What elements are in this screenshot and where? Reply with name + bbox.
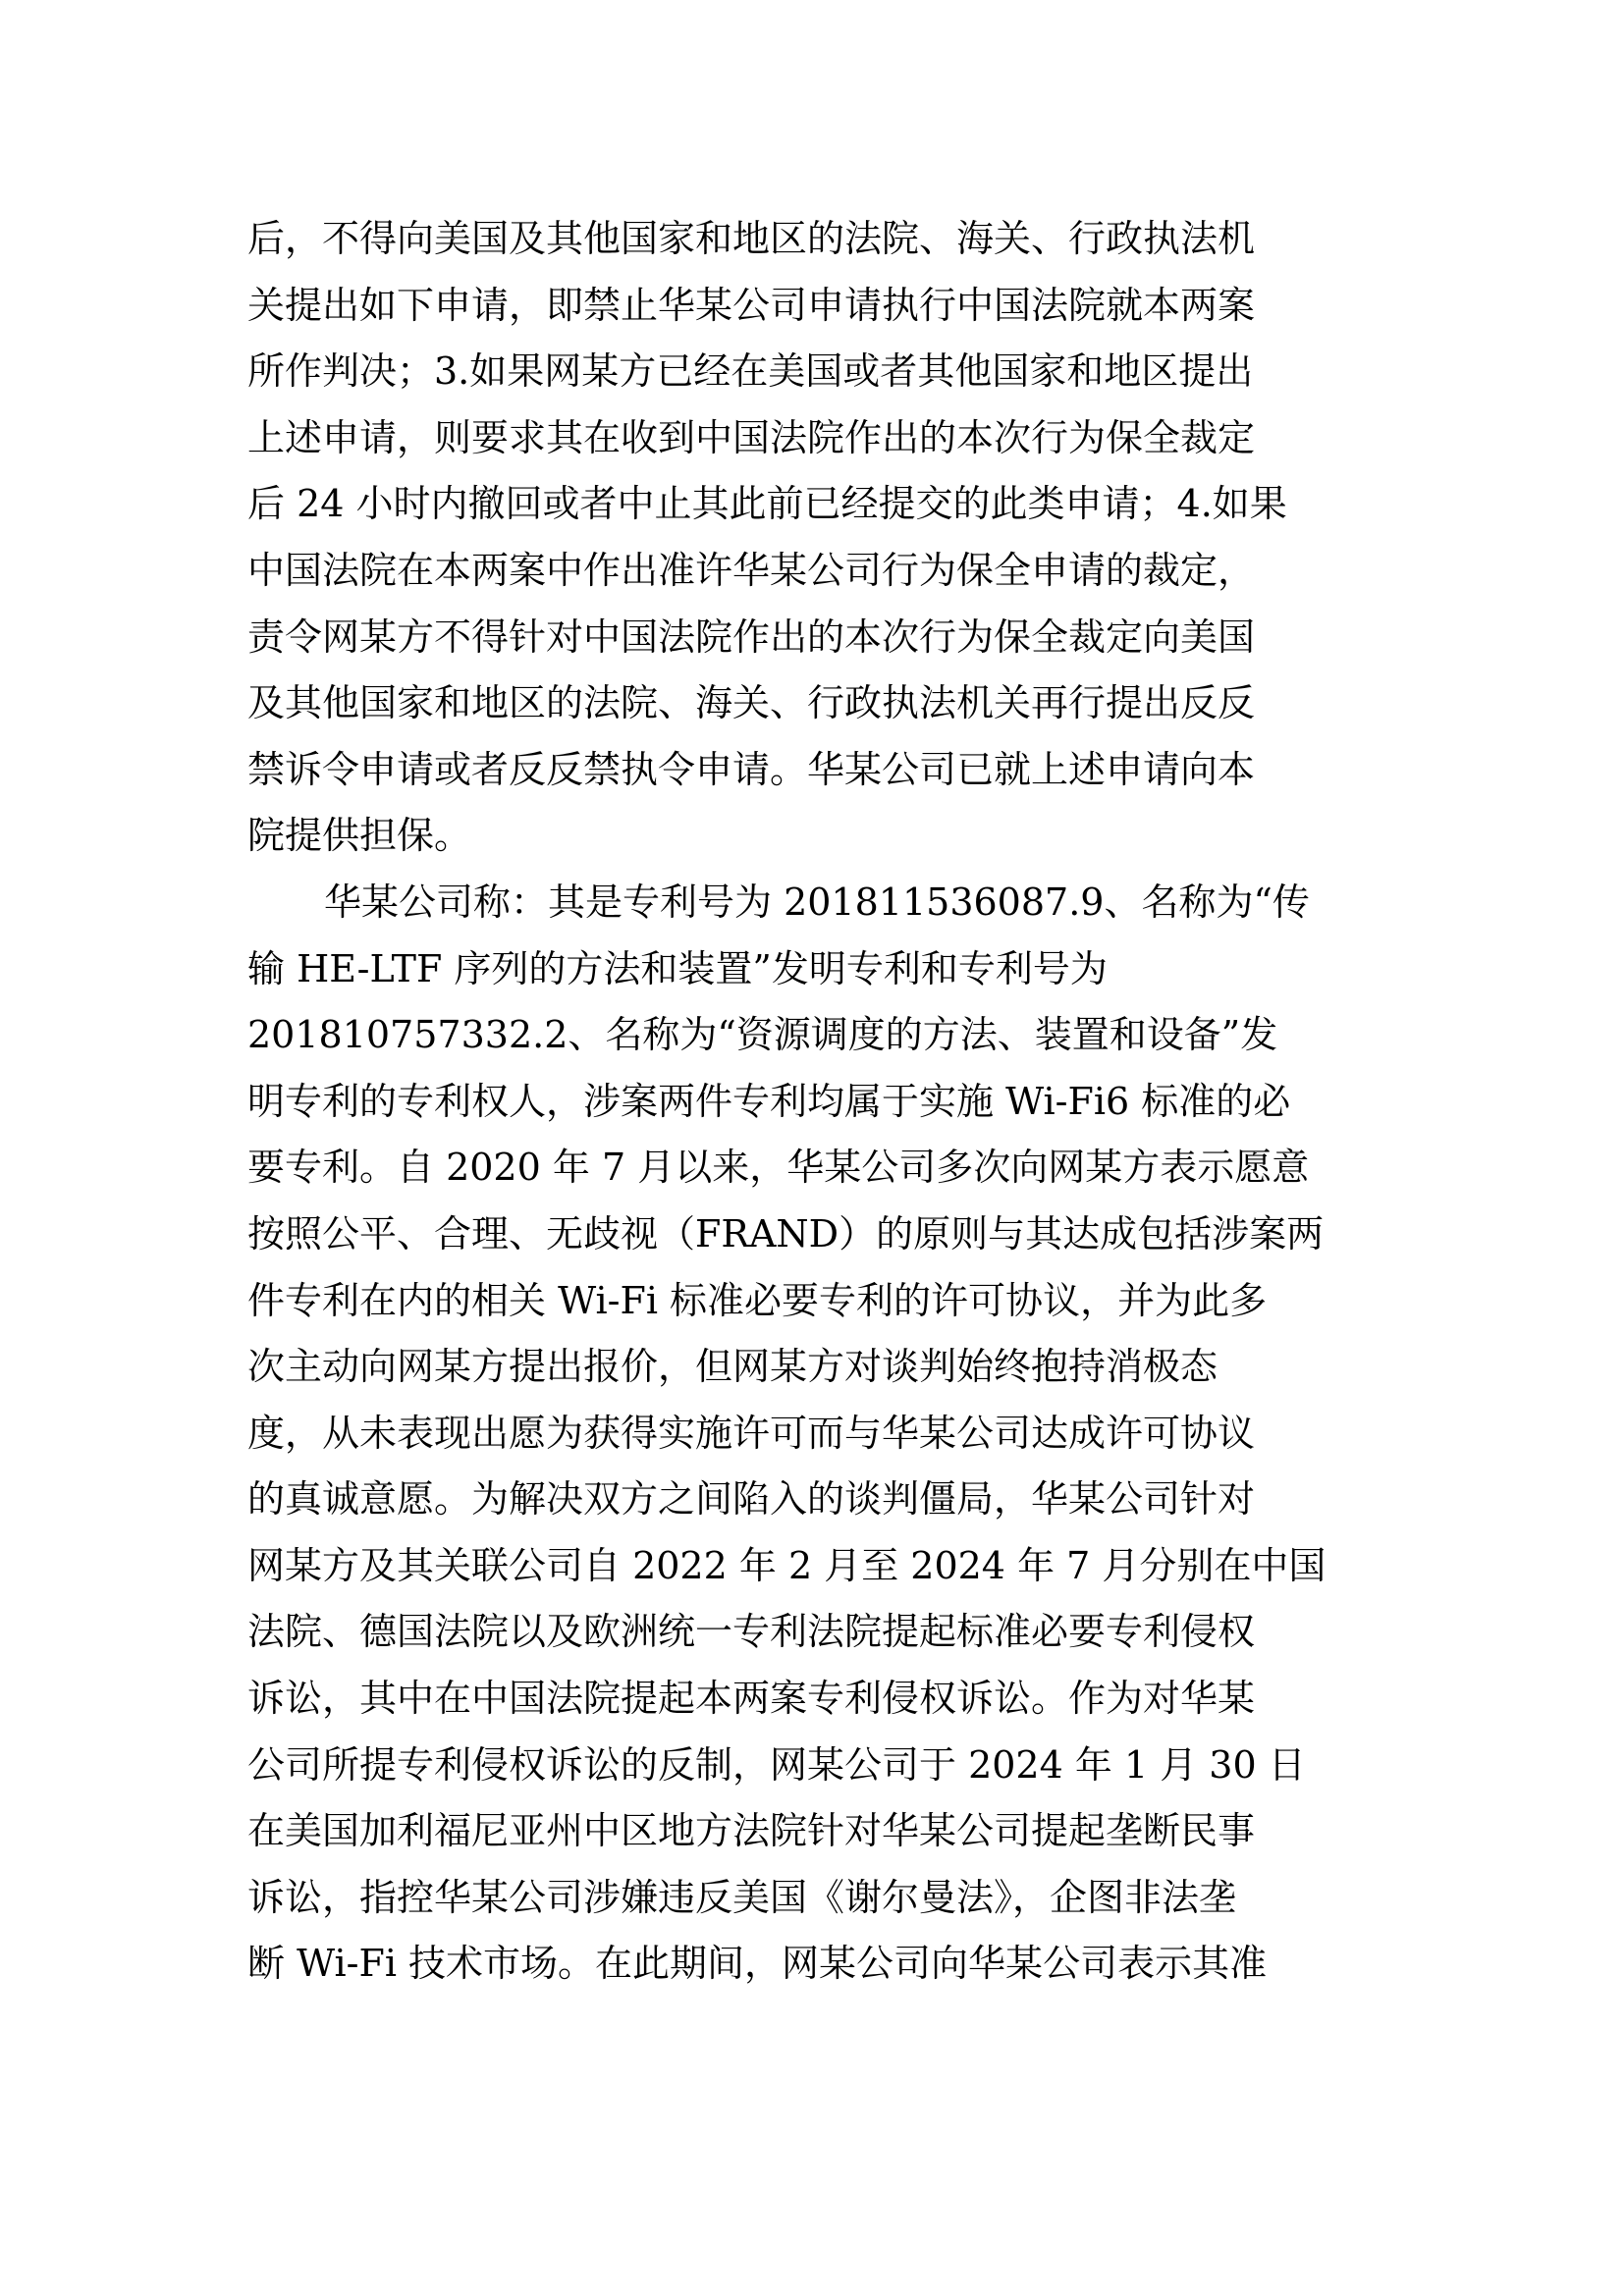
text-line: 要专利。自 2020 年 7 月以来，华某公司多次向网某方表示愿意 bbox=[247, 1146, 1310, 1190]
text-line: 诉讼，其中在中国法院提起本两案专利侵权诉讼。作为对华某 bbox=[247, 1677, 1256, 1721]
text-line: 件专利在内的相关 Wi-Fi 标准必要专利的许可协议，并为此多 bbox=[247, 1278, 1268, 1322]
text-line: 诉讼，指控华某公司涉嫌违反美国《谢尔曼法》，企图非法垄 bbox=[247, 1875, 1237, 1919]
text-line: 度，从未表现出愿为获得实施许可而与华某公司达成许可协议 bbox=[247, 1411, 1256, 1455]
text-line: 按照公平、合理、无歧视（FRAND）的原则与其达成包括涉案两 bbox=[247, 1211, 1325, 1255]
paragraph-2 bbox=[247, 870, 1386, 1998]
text-line-indented: 华某公司称：其是专利号为 201811536087.9、名称为“传 bbox=[324, 880, 1310, 924]
text-line: 院提供担保。 bbox=[247, 814, 472, 858]
text-line: 及其他国家和地区的法院、海关、行政执法机关再行提出反反 bbox=[247, 681, 1256, 725]
text-line: 201810757332.2、名称为“资源调度的方法、装置和设备”发 bbox=[247, 1013, 1278, 1057]
text-line: 公司所提专利侵权诉讼的反制，网某公司于 2024 年 1 月 30 日 bbox=[247, 1742, 1306, 1787]
text-line: 上述申请，则要求其在收到中国法院作出的本次行为保全裁定 bbox=[247, 415, 1256, 459]
text-line: 所作判决；3.如果网某方已经在美国或者其他国家和地区提出 bbox=[247, 349, 1254, 394]
text-line: 关提出如下申请，即禁止华某公司申请执行中国法院就本两案 bbox=[247, 283, 1256, 327]
text-line: 次主动向网某方提出报价，但网某方对谈判始终抱持消极态 bbox=[247, 1345, 1218, 1389]
text-line: 明专利的专利权人，涉案两件专利均属于实施 Wi-Fi6 标准的必 bbox=[247, 1079, 1291, 1123]
text-line: 责令网某方不得针对中国法院作出的本次行为保全裁定向美国 bbox=[247, 614, 1256, 659]
text-line: 后，不得向美国及其他国家和地区的法院、海关、行政执法机 bbox=[247, 217, 1256, 260]
text-line: 法院、德国法院以及欧洲统一专利法院提起标准必要专利侵权 bbox=[247, 1610, 1256, 1654]
text-line: 断 Wi-Fi 技术市场。在此期间，网某公司向华某公司表示其准 bbox=[247, 1942, 1268, 1986]
text-line: 的真诚意愿。为解决双方之间陷入的谈判僵局，华某公司针对 bbox=[247, 1477, 1256, 1522]
text-line: 在美国加利福尼亚州中区地方法院针对华某公司提起垄断民事 bbox=[247, 1809, 1256, 1853]
body-text bbox=[247, 206, 1386, 1998]
text-line: 禁诉令申请或者反反禁执令申请。华某公司已就上述申请向本 bbox=[247, 747, 1256, 791]
text-line: 后 24 小时内撤回或者中止其此前已经提交的此类申请；4.如果 bbox=[247, 482, 1287, 526]
text-line: 中国法院在本两案中作出准许华某公司行为保全申请的裁定， bbox=[247, 548, 1256, 592]
paragraph-1 bbox=[247, 206, 1386, 870]
text-line: 输 HE-LTF 序列的方法和装置”发明专利和专利号为 bbox=[247, 946, 1108, 990]
text-line: 网某方及其关联公司自 2022 年 2 月至 2024 年 7 月分别在中国 bbox=[247, 1543, 1326, 1587]
